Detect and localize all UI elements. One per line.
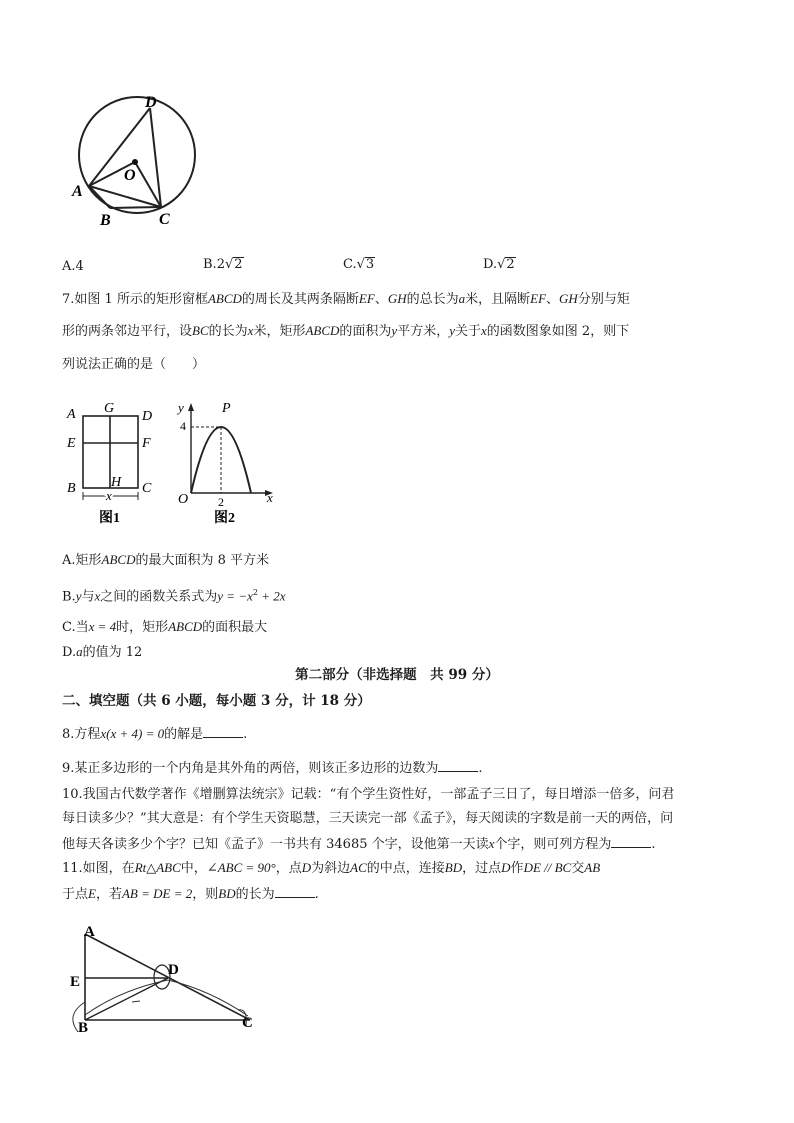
q6-option-d-letter: D. [483, 257, 498, 272]
q11-label-c: C [242, 1015, 253, 1031]
q11-label-e: E [70, 974, 81, 990]
q7-fig2-label-o: O [178, 492, 189, 507]
q8-answer-blank[interactable] [203, 725, 243, 738]
q6-option-a [62, 258, 84, 276]
q6-label-o: O [124, 167, 136, 184]
q6-circle-figure [60, 88, 200, 233]
part2-heading: 第二部分（非选择题 共 99 分） [295, 667, 499, 683]
q6-circle [79, 97, 195, 213]
q7-line-1: 7.如图 1 所示的矩形窗框ABCD的周长及其两条隔断EF、GH的总长为a米，且隔断EF、GH分别与矩 [62, 291, 630, 307]
q11-label-b: B [78, 1020, 89, 1036]
q11-line-2: 于点E，若AB = DE = 2，则BD的长为 . [62, 886, 319, 902]
q7-fig2-label-4: 4 [180, 419, 186, 433]
q7-fig1-label-d: D [142, 409, 153, 424]
q11-triangle-figure [60, 920, 270, 1040]
q11-line-1: 11.如图，在Rt△ABC中，∠ABC = 90°，点D为斜边AC的中点，连接BD，过点D作DE // BC交AB [62, 860, 601, 876]
q6-center-point [132, 159, 138, 165]
q6-option-c-radicand: 3 [365, 257, 375, 272]
q6-option-b-letter: B. [203, 257, 217, 272]
q7-fig2-label-x: x [267, 490, 273, 505]
q6-label-a: A [72, 183, 83, 200]
q11-label-d: D [168, 962, 179, 978]
q10-line-1: 10.我国古代数学著作《增删算法统宗》记载：“有个学生资性好，一部孟子三日了，每日增添一倍多，问君 [62, 787, 675, 802]
q7-figure-1 [62, 398, 162, 528]
q6-label-c: C [159, 211, 170, 228]
q7-fig2-label-y: y [178, 400, 184, 415]
q7-fig1-label-e: E [67, 436, 76, 451]
q6-option-b: B.2√2 [203, 257, 243, 272]
q6-option-b-coef: 2 [216, 257, 225, 272]
q7-line-2: 形的两条邻边平行，设BC的长为x米，矩形ABCD的面积为y平方米，y关于x的函数图象如图 2，则下 [62, 323, 630, 339]
q10-line-3: 他每天各读多少个字？已知《孟子》一书共有 34685 个字，设他第一天读x个字，则可列方程为 . [62, 836, 656, 852]
q7-fig1-label-a: A [67, 407, 76, 422]
q6-chord-bc [110, 207, 161, 208]
q7-fig1-label-b: B [67, 481, 76, 496]
q7-option-b: B.y与x之间的函数关系式为$y = -x^2 + 2x$ [62, 588, 286, 605]
q7-fig1-caption: 图1 [99, 511, 120, 526]
q10-line-2: 每日读多少？”其大意是：有个学生天资聪慧，三天读完一部《孟子》，每天阅读的字数是前一天的两倍，问 [62, 811, 674, 826]
q7-fig1-label-h: H [111, 475, 122, 490]
q7-fig2-label-p: P [222, 401, 231, 416]
q7-fig1-label-c: C [142, 481, 152, 496]
q6-option-c-letter: C. [343, 257, 357, 272]
q9: 9.某正多边形的一个内角是其外角的两倍，则该正多边形的边数为 . [62, 761, 483, 776]
q10-answer-blank[interactable] [611, 835, 651, 848]
q6-label-d: D [145, 94, 157, 111]
q9-answer-blank[interactable] [438, 759, 478, 772]
q6-chord-ad [89, 108, 150, 186]
q6-option-c: C.√3 [343, 257, 375, 272]
fill-in-section-heading: 二、填空题（共 6 小题，每小题 3 分，计 18 分） [62, 693, 371, 709]
q8: 8.方程x(x + 4) = 0的解是 . [62, 726, 248, 742]
q11-construction-line [85, 980, 248, 1016]
q7-option-c: C.当x = 4时，矩形ABCD的面积最大 [62, 619, 268, 635]
q7-fig2-caption: 图2 [214, 511, 235, 526]
q6-label-b: B [100, 212, 111, 229]
q11-answer-blank[interactable] [275, 885, 315, 898]
q6-option-a-letter: A. [62, 259, 76, 274]
q7-figure-2 [170, 398, 285, 528]
q6-option-d-radicand: 2 [506, 257, 515, 272]
q7-fig1-label-x: x [106, 488, 112, 503]
q7-line-3: 列说法正确的是（ ） [62, 357, 206, 372]
q11-label-a: A [84, 924, 95, 940]
q6-option-b-radicand: 2 [234, 257, 243, 272]
q7-option-d: D.a的值为 12 [62, 644, 143, 660]
q7-fig1-label-g: G [104, 401, 115, 416]
q6-option-a-value: 4 [75, 259, 84, 274]
q7-option-a: A.矩形ABCD的最大面积为 8 平方米 [62, 552, 270, 568]
q7-fig2-label-2: 2 [218, 495, 224, 509]
q7-fig1-label-f: F [142, 436, 151, 451]
q6-option-d: D.√2 [483, 257, 515, 272]
